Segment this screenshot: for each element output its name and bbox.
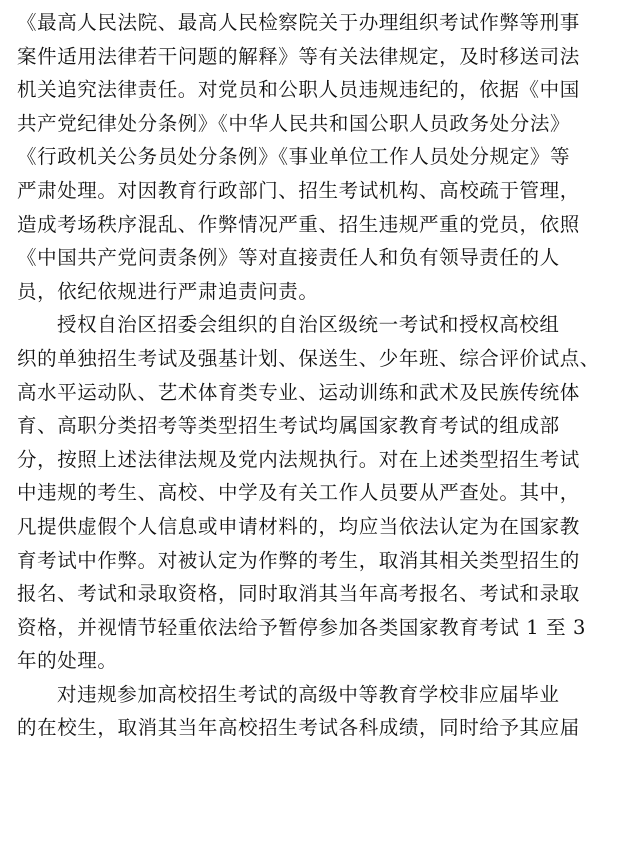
text-line: 年的处理。 — [17, 649, 118, 673]
text-line: 报名、考试和录取资格，同时取消其当年高考报名、考试和录取 — [17, 582, 580, 606]
text-line: 高水平运动队、艺术体育类专业、运动训练和武术及民族传统体 — [17, 380, 580, 404]
text-line: 织的单独招生考试及强基计划、保送生、少年班、综合评价试点、 — [17, 346, 600, 370]
text-line: 员，依纪依规进行严肃追责问责。 — [17, 279, 319, 303]
text-line: 机关追究法律责任。对党员和公职人员违规违纪的，依据《中国 — [17, 78, 580, 102]
text-line: 造成考场秩序混乱、作弊情况严重、招生违规严重的党员，依照 — [17, 212, 580, 236]
text-line: 共产党纪律处分条例》《中华人民共和国公职人员政务处分法》 — [17, 111, 571, 135]
text-line: 案件适用法律若干问题的解释》等有关法律规定，及时移送司法 — [17, 44, 580, 68]
text-line: 中违规的考生、高校、中学及有关工作人员要从严查处。其中， — [17, 481, 580, 505]
text-line: 凡提供虚假个人信息或申请材料的，均应当依法认定为在国家教 — [17, 514, 580, 538]
text-line: 资格，并视情节轻重依法给予暂停参加各类国家教育考试 1 至 3 — [17, 615, 587, 639]
text-line: 《行政机关公务员处分条例》《事业单位工作人员处分规定》等 — [17, 145, 571, 169]
text-line: 《中国共产党问责条例》等对直接责任人和负有领导责任的人 — [17, 246, 560, 270]
text-line: 《最高人民法院、最高人民检察院关于办理组织考试作弊等刑事 — [17, 11, 580, 34]
paragraph-authorized-exams — [17, 308, 606, 678]
text-line: 育、高职分类招考等类型招生考试均属国家教育考试的组成部 — [17, 414, 560, 438]
text-line: 对违规参加高校招生考试的高级中等教育学校非应届毕业 — [57, 682, 560, 706]
text-line: 授权自治区招委会组织的自治区级统一考试和授权高校组 — [57, 313, 560, 337]
text-line: 分，按照上述法律法规及党内法规执行。对在上述类型招生考试 — [17, 447, 580, 471]
text-line: 育考试中作弊。对被认定为作弊的考生，取消其相关类型招生的 — [17, 548, 580, 572]
paragraph-legal-provisions — [17, 6, 606, 308]
paragraph-non-graduating-students — [17, 678, 606, 745]
text-line: 的在校生，取消其当年高校招生考试各科成绩，同时给予其应届 — [17, 716, 580, 740]
text-line: 严肃处理。对因教育行政部门、招生考试机构、高校疏于管理， — [17, 178, 580, 202]
